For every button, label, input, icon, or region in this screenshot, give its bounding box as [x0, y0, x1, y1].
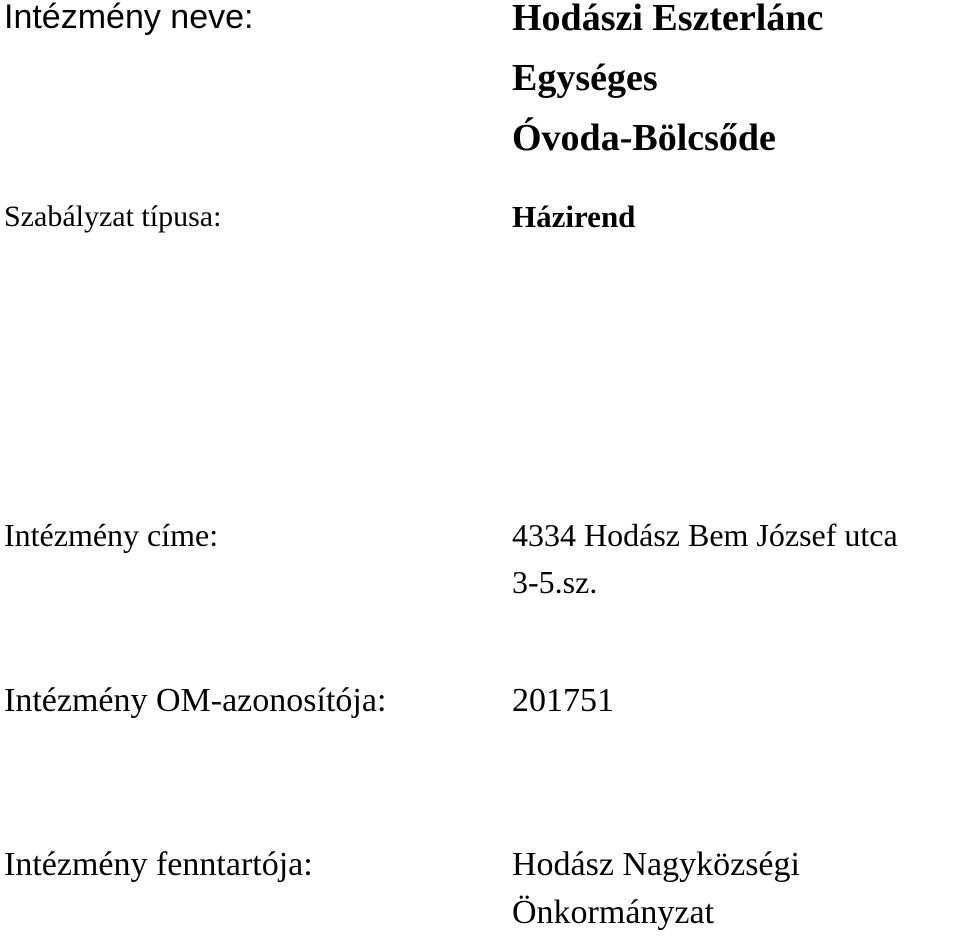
institution-name-line-3: Óvoda-Bölcsőde	[512, 117, 776, 159]
institution-maintainer-label: Intézmény fenntartója:	[4, 846, 313, 883]
institution-om-id-value: 201751	[512, 682, 614, 719]
institution-address-line-1: 4334 Hodász Bem József utca	[512, 517, 898, 553]
regulation-type-value: Házirend	[512, 199, 636, 234]
institution-name-line-2: Egységes	[512, 57, 658, 99]
institution-maintainer-line-1: Hodász Nagyközségi	[512, 846, 800, 883]
institution-address-label: Intézmény címe:	[4, 517, 219, 553]
institution-maintainer-line-2: Önkormányzat	[512, 894, 715, 931]
regulation-type-label: Szabályzat típusa:	[4, 200, 222, 233]
institution-name-label: Intézmény neve:	[4, 0, 254, 36]
institution-address-line-2: 3-5.sz.	[512, 564, 598, 600]
institution-name-line-1: Hodászi Eszterlánc	[512, 0, 824, 39]
institution-om-id-label: Intézmény OM-azonosítója:	[4, 682, 387, 719]
